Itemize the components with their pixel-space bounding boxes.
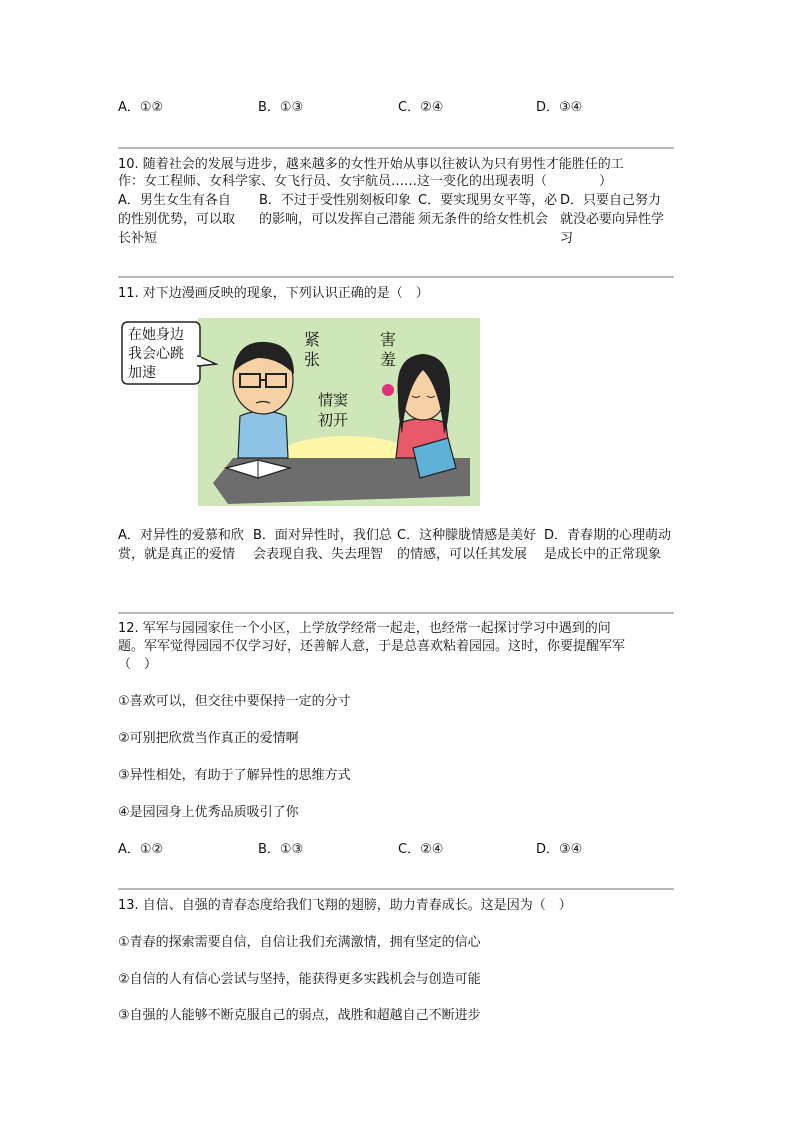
q13-statement-1: ①青春的探索需要自信，自信让我们充满激情，拥有坚定的信心 [118,935,481,950]
cartoon-image [118,318,480,506]
q10-option-c[interactable]: C．要实现男女平等，必须无条件的给女性机会 [418,193,558,227]
cartoon-label-love: 情窦初开 [318,391,349,429]
q13-statement-3: ③自强的人能够不断克服自己的弱点，战胜和超越自己不断进步 [118,1008,481,1023]
q12-statement-4: ④是园园身上优秀品质吸引了你 [118,805,299,820]
q12-statement-3: ③异性相处，有助于了解异性的思维方式 [118,768,351,783]
q11-stem: 11. 对下边漫画反映的现象，下列认识正确的是（ ） [118,286,429,301]
divider [118,147,674,149]
divider [118,888,674,890]
cartoon-speech-text: 在她身边我会心跳加速 [128,327,184,381]
q9-option-b[interactable]: B．①③ [258,100,304,115]
divider [118,276,674,278]
q12-option-a[interactable]: A．①② [118,842,164,857]
q9-option-d[interactable]: D．③④ [536,100,583,115]
q10-option-b[interactable]: B．不过于受性别刻板印象的影响，可以发挥自己潜能 [259,193,416,227]
q12-statement-2: ②可别把欣赏当作真正的爱情啊 [118,731,299,746]
cartoon-label-nervous: 紧张 [304,330,321,369]
q10-stem-line2: 作：女工程师、女科学家、女飞行员、女宇航员……这一变化的出现表明（ ） [118,174,613,189]
q9-option-a[interactable]: A．①② [118,100,164,115]
q12-option-d[interactable]: D．③④ [536,842,583,857]
q12-option-b[interactable]: B．①③ [258,842,304,857]
q12-stem-line2: 题。军军觉得园园不仅学习好，还善解人意，于是总喜欢粘着园园。这时，你要提醒军军 [118,639,626,654]
q12-stem-line1: 12. 军军与园园家住一个小区，上学放学经常一起走，也经常一起探讨学习中遇到的问 [118,621,611,636]
q11-option-a[interactable]: A．对异性的爱慕和欣赏，就是真正的爱情 [118,528,244,562]
q10-option-d[interactable]: D．只要自己努力就没必要向异性学习 [560,193,665,246]
q12-statement-1: ①喜欢可以，但交往中要保持一定的分寸 [118,694,351,709]
q12-stem-line3: （ ） [118,657,158,672]
q11-option-d[interactable]: D．青春期的心理萌动是成长中的正常现象 [544,528,672,562]
q11-option-b[interactable]: B．面对异性时，我们总会表现自我、失去理智 [253,528,392,562]
cartoon-label-shy: 害羞 [380,330,397,369]
q9-option-c[interactable]: C．②④ [398,100,444,115]
q10-stem-line1: 10. 随着社会的发展与进步，越来越多的女性开始从事以往被认为只有男性才能胜任的工 [118,157,624,172]
divider [118,612,674,614]
q10-option-a[interactable]: A．男生女生有各自的性别优势，可以取长补短 [118,193,236,246]
q12-option-c[interactable]: C．②④ [398,842,444,857]
q13-statement-2: ②自信的人有信心尝试与坚持，能获得更多实践机会与创造可能 [118,972,481,987]
q13-stem: 13. 自信、自强的青春态度给我们飞翔的翅膀，助力青春成长。这是因为（ ） [118,898,572,913]
q11-option-c[interactable]: C．这种朦胧情感是美好的情感，可以任其发展 [397,528,537,562]
